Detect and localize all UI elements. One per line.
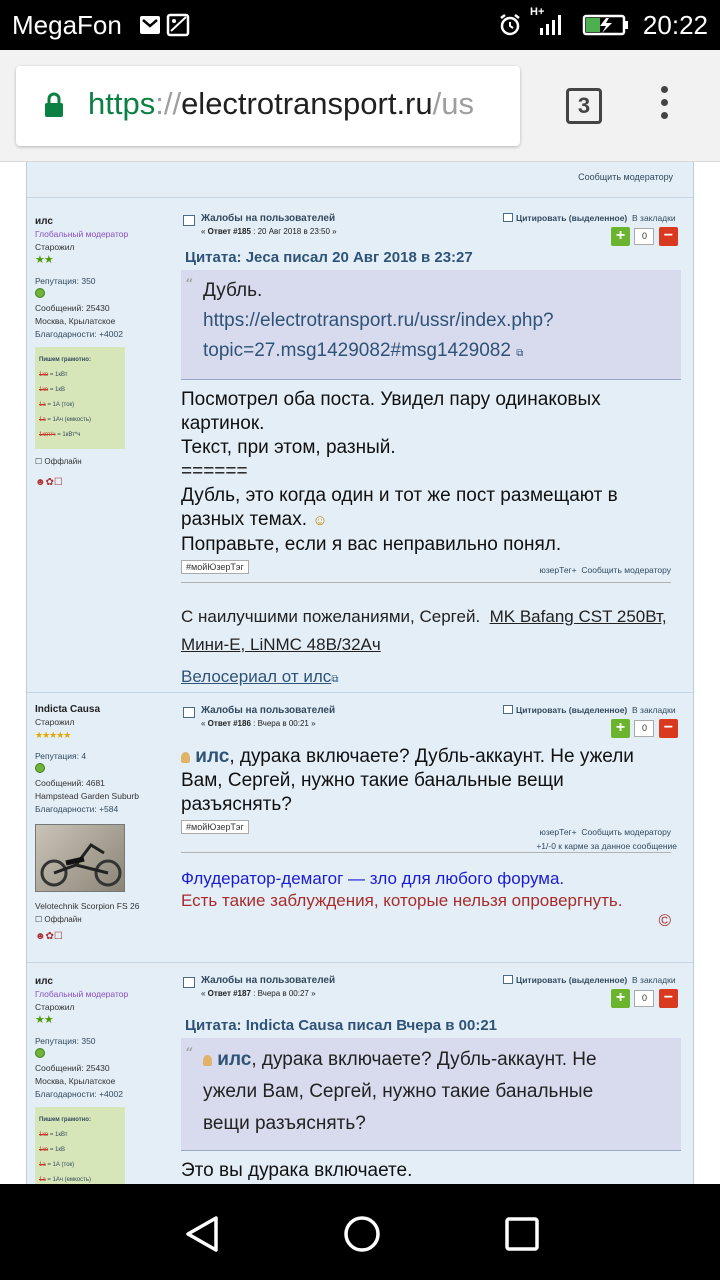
signal-icon	[538, 13, 562, 37]
poster-messages: Сообщений: 25430	[35, 303, 110, 313]
wrong-spelling: 1кв	[39, 372, 49, 378]
forum-post	[27, 199, 693, 693]
spelling-note-box	[35, 347, 125, 449]
quote-button[interactable]	[503, 705, 676, 715]
post-message	[181, 975, 681, 1207]
post-meta: « Ответ #185 : 20 Авг 2018 в 23:50 »	[201, 227, 337, 236]
quote-link-line-2[interactable]: topic=27.msg1429082#msg1429082	[203, 340, 511, 361]
body-line: Это вы дурака включаете.	[181, 1160, 413, 1181]
poster-rank: Старожил	[35, 242, 75, 252]
forum-thread	[26, 162, 694, 1262]
quote-label: Цитировать (выделенное)	[516, 213, 628, 223]
offline-status: ☐ Оффлайн	[35, 915, 82, 924]
back-icon[interactable]	[182, 1214, 222, 1254]
right-spelling: = 1Ач (емкость)	[45, 1177, 92, 1183]
wrong-spelling: 1кв	[39, 1132, 49, 1138]
upvote-button[interactable]: +	[611, 989, 630, 1008]
right-spelling: = 1кВт	[48, 372, 68, 378]
quote-icon	[503, 213, 513, 222]
post-message	[181, 705, 681, 931]
vote-count: 0	[634, 990, 654, 1007]
body-line: Текст, при этом, разный.	[181, 437, 396, 458]
quote-text: Дубль.	[203, 280, 263, 301]
offline-label: Оффлайн	[44, 457, 82, 466]
usertag-link[interactable]: юзерТег+	[539, 827, 577, 837]
poster-messages: Сообщений: 25430	[35, 1063, 110, 1073]
signature	[181, 603, 681, 694]
wrong-spelling: 1а	[39, 1162, 46, 1168]
carrier-name: MegaFon	[12, 10, 122, 40]
quote-icon	[503, 975, 513, 984]
post-subject[interactable]: Жалобы на пользователей	[201, 213, 336, 224]
right-spelling: = 1А (ток)	[45, 402, 75, 408]
signature-bike-2: Мини-Е, LiNMC 48В/32Ач	[181, 635, 381, 654]
avatar	[35, 824, 125, 892]
smiley-icon: ☺	[312, 512, 328, 529]
post-icon	[183, 707, 195, 718]
signature-greeting: С наилучшими пожеланиями, Сергей.	[181, 607, 481, 626]
user-tag[interactable]: #мойЮзерТэг	[181, 560, 249, 574]
spelling-note-title: Пишем грамотно:	[39, 1117, 91, 1123]
body-line	[181, 745, 681, 769]
rank-stars: ★★	[35, 1014, 53, 1026]
post-header	[181, 213, 681, 243]
report-moderator-link[interactable]: Сообщить модератору	[581, 827, 671, 837]
post-body	[181, 745, 681, 817]
poster-thanks[interactable]: Благодарности: +584	[35, 804, 119, 814]
lock-icon	[44, 92, 64, 118]
poster-name[interactable]: Indicta Causa	[35, 704, 101, 715]
body-line: ======	[181, 461, 248, 482]
body-line: картинок.	[181, 413, 265, 434]
post-meta: « Ответ #187 : Вчера в 00:27 »	[201, 989, 316, 998]
poster-rank: Старожил	[35, 1002, 75, 1012]
poster-info	[35, 703, 170, 943]
quote-block	[181, 1038, 681, 1151]
quote-mark-icon: “	[185, 1044, 194, 1063]
poster-info	[35, 215, 170, 489]
vote-widget	[611, 227, 678, 247]
quote-line: вещи разъяснять?	[203, 1113, 366, 1134]
quote-mark-icon: “	[185, 275, 194, 294]
poster-role: Глобальный модератор	[35, 989, 129, 999]
post-header	[181, 975, 681, 1005]
poster-name[interactable]: илс	[35, 976, 53, 987]
downvote-button[interactable]: −	[659, 719, 678, 738]
signature-line-red: Есть такие заблуждения, которые нельзя опровергнуть.	[181, 891, 623, 910]
clock: 20:22	[642, 10, 708, 40]
signature-copyright: ©	[658, 911, 671, 930]
signature-bike-1: MK Bafang CST 250Вт,	[489, 607, 667, 626]
quote-icon	[503, 705, 513, 714]
downvote-button[interactable]: −	[659, 227, 678, 246]
post-meta: « Ответ #186 : Вчера в 00:21 »	[201, 719, 316, 728]
body-line-text: , дурака включаете? Дубль-аккаунт. Не ужели	[229, 746, 634, 767]
external-link-icon: ⧉	[331, 674, 339, 685]
network-type: H+	[530, 6, 545, 18]
user-mention[interactable]: илс	[195, 746, 230, 767]
karma-note: +1/-0 к карме за данное сообщение	[536, 841, 677, 851]
post-date: : Вчера в 00:27 »	[250, 989, 316, 998]
vote-widget	[611, 989, 678, 1009]
offline-label: Оффлайн	[44, 915, 82, 924]
vote-widget	[611, 719, 678, 739]
poster-thanks[interactable]: Благодарности: +4002	[35, 1089, 123, 1099]
external-link-icon: ⧉	[516, 348, 524, 359]
post-footer-links	[539, 827, 671, 837]
downvote-button[interactable]: −	[659, 989, 678, 1008]
post-icon	[183, 977, 195, 988]
post-footer	[181, 561, 671, 583]
upvote-button[interactable]: +	[611, 227, 630, 246]
poster-reputation[interactable]: Репутация: 4	[35, 751, 87, 761]
post-message	[181, 213, 681, 694]
poster-role: Глобальный модератор	[35, 229, 129, 239]
report-moderator-link[interactable]: Сообщить модератору	[581, 565, 671, 575]
right-spelling: = 1Ач (емкость)	[45, 417, 92, 423]
navigation-bar	[0, 1184, 720, 1280]
right-spelling: = 1кВ	[48, 1147, 65, 1153]
wrong-spelling: 1а	[39, 402, 46, 408]
spelling-note-box	[35, 1107, 125, 1194]
reputation-icon	[35, 763, 45, 773]
user-mention[interactable]: илс	[217, 1049, 252, 1070]
poster-reputation[interactable]: Репутация: 350	[35, 276, 96, 286]
post-body	[181, 388, 681, 557]
rank-stars: ★★	[35, 254, 53, 266]
poster-info	[35, 975, 170, 1200]
poster-rank: Старожил	[35, 717, 75, 727]
post-subject[interactable]: Жалобы на пользователей	[201, 705, 336, 716]
reply-number[interactable]: Ответ #185	[207, 227, 251, 236]
poster-reputation[interactable]: Репутация: 350	[35, 1036, 96, 1046]
poster-thanks[interactable]: Благодарности: +4002	[35, 329, 123, 339]
tab-switcher-button[interactable]: 3	[566, 88, 602, 124]
profile-icons[interactable]: ☻✿☐	[35, 477, 63, 488]
right-spelling: = 1А (ток)	[45, 1162, 75, 1168]
profile-icons[interactable]: ☻✿☐	[35, 931, 63, 942]
body-line	[181, 508, 681, 533]
signature-link[interactable]: Велосериал от илс	[181, 667, 332, 686]
poster-location: Москва, Крылатское	[35, 1076, 116, 1086]
wrong-spelling: 1а	[39, 417, 46, 423]
wrong-spelling: 1кв	[39, 387, 49, 393]
quote-header[interactable]: Цитата: Indicta Causa писал Вчера в 00:21	[185, 1017, 497, 1034]
reply-number[interactable]: Ответ #187	[207, 989, 251, 998]
status-bar	[0, 0, 720, 50]
quote-button[interactable]	[503, 213, 676, 223]
reply-number[interactable]: Ответ #186	[207, 719, 251, 728]
recents-icon[interactable]	[502, 1214, 542, 1254]
image-icon	[166, 13, 190, 37]
spelling-note-title: Пишем грамотно:	[39, 357, 91, 363]
wrong-spelling: 1квт/ч	[39, 432, 56, 438]
rank-stars: ★★★★★	[35, 730, 71, 740]
user-tag[interactable]: #мойЮзерТэг	[181, 820, 249, 834]
quote-label: Цитировать (выделенное)	[516, 975, 628, 985]
offline-status: ☐ Оффлайн	[35, 457, 82, 466]
url-path: /us	[432, 86, 474, 121]
post-header	[181, 705, 681, 735]
usertag-link[interactable]: юзерТег+	[539, 565, 577, 575]
post-date: : Вчера в 00:21 »	[250, 719, 316, 728]
quote-block	[181, 270, 681, 380]
post-subject[interactable]: Жалобы на пользователей	[201, 975, 336, 986]
body-line: Поправьте, если я вас неправильно понял.	[181, 534, 562, 555]
previous-post-footer	[27, 162, 693, 198]
vote-count: 0	[634, 228, 654, 245]
recumbent-bike-image	[36, 825, 126, 893]
poster-name[interactable]: илс	[35, 216, 53, 227]
quote-header[interactable]: Цитата: Jeca писал 20 Авг 2018 в 23:27	[185, 249, 473, 266]
body-line: разъяснять?	[181, 794, 292, 815]
right-spelling: = 1кВ	[48, 387, 65, 393]
url-scheme: https	[88, 86, 156, 121]
wrong-spelling: 1а	[39, 1177, 46, 1183]
mail-icon	[138, 13, 162, 37]
wrong-spelling: 1кв	[39, 1147, 49, 1153]
poster-location: Hampstead Garden Suburb	[35, 791, 139, 801]
web-content	[0, 162, 720, 1184]
quote-button[interactable]	[503, 975, 676, 985]
address-bar[interactable]	[16, 66, 520, 146]
right-spelling: = 1кВт*ч	[55, 432, 81, 438]
url-host: electrotransport.ru	[181, 86, 433, 121]
post-footer-links	[539, 565, 671, 575]
body-line: Посмотрел оба поста. Увидел пару одинаковых	[181, 389, 601, 410]
post-date: : 20 Авг 2018 в 23:50 »	[250, 227, 337, 236]
user-icon	[181, 752, 190, 763]
quote-link[interactable]	[203, 336, 671, 369]
vote-count: 0	[634, 720, 654, 737]
url-text[interactable]	[88, 86, 474, 122]
post-footer	[181, 823, 677, 853]
battery-charging-icon	[582, 13, 630, 37]
post-icon	[183, 215, 195, 226]
poster-messages: Сообщений: 4681	[35, 778, 105, 788]
upvote-button[interactable]: +	[611, 719, 630, 738]
browser-toolbar	[0, 50, 720, 162]
overflow-menu-icon[interactable]	[654, 86, 674, 126]
forum-post	[27, 693, 693, 963]
quote-line-text: , дурака включаете? Дубль-аккаунт. Не	[251, 1049, 597, 1070]
user-icon	[203, 1055, 212, 1066]
reputation-icon	[35, 288, 45, 298]
quote-label: Цитировать (выделенное)	[516, 705, 628, 715]
quote-line	[203, 1044, 671, 1076]
signature-line-blue: Флудератор-демагог — зло для любого форума.	[181, 869, 565, 888]
right-spelling: = 1кВт	[48, 1132, 68, 1138]
avatar-caption: Velotechnik Scorpion FS 26	[35, 901, 140, 911]
report-moderator-link[interactable]: Сообщить модератору	[578, 172, 673, 182]
url-separator: ://	[155, 86, 182, 121]
body-line: Дубль, это когда один и тот же пост размещают в	[181, 485, 618, 506]
bookmark-link[interactable]: В закладки	[632, 705, 676, 715]
bookmark-link[interactable]: В закладки	[632, 975, 676, 985]
home-icon[interactable]	[342, 1214, 382, 1254]
reputation-icon	[35, 1048, 45, 1058]
body-line: Вам, Сергей, нужно такие банальные вещи	[181, 770, 564, 791]
body-line-text: разных темах.	[181, 509, 308, 530]
quote-line: ужели Вам, Сергей, нужно такие банальные	[203, 1081, 594, 1102]
poster-location: Москва, Крылатское	[35, 316, 116, 326]
bookmark-link[interactable]: В закладки	[632, 213, 676, 223]
quote-link-line-1[interactable]: https://electrotransport.ru/ussr/index.php?	[203, 310, 554, 331]
alarm-icon	[498, 13, 522, 37]
